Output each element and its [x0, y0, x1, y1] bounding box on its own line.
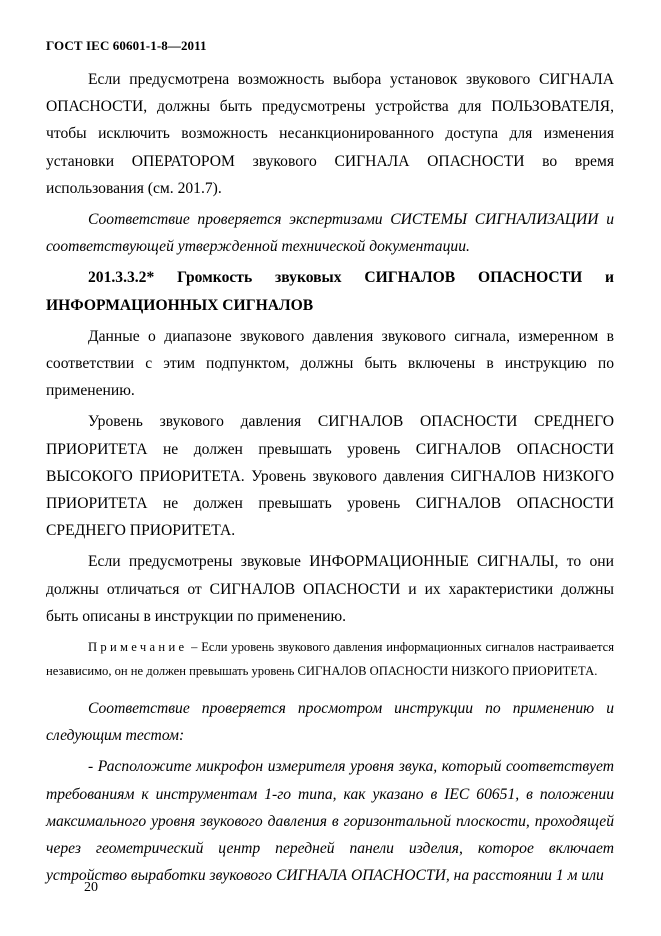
paragraph-priority-levels: Уровень звукового давления СИГНАЛОВ ОПАСНОСТИ СРЕДНЕГО ПРИОРИТЕТА не должен превышать уровень СИГНАЛОВ ОПАСНОСТИ ВЫСОКОГО ПРИОРИТЕТА. Уровень звукового давления СИГНАЛОВ НИЗКОГО ПРИОРИТЕТА не должен превышать уровень СИГНАЛОВ ОПАСНОСТИ СРЕДНЕГО ПРИОРИТЕТА. [46, 413, 614, 540]
paragraph-sound-pressure-data: Данные о диапазоне звукового давления звукового сигнала, измеренном в соответствии с этим подпунктом, должны быть включены в инструкцию по применению. [46, 327, 614, 400]
paragraph-test-procedure: - Расположите микрофон измерителя уровня звука, который соответствует требованиям к инструментам 1-го типа, как указано в IEC 60651, в положении максимального уровня звукового давления в горизонтальной плоскости, проходящей через геометрический центр передней панели изделия, которое включает устройство выработки звукового СИГНАЛА ОПАСНОСТИ, на расстоянии 1 м или [46, 758, 614, 885]
paragraph-compliance-examination: Соответствие проверяется экспертизами СИСТЕМЫ СИГНАЛИЗАЦИИ и соответствующей утвержденной технической документации. [46, 211, 614, 256]
document-header: ГОСТ IEC 60601-1-8—2011 [46, 38, 207, 53]
paragraph-information-signals: Если предусмотрены звуковые ИНФОРМАЦИОННЫЕ СИГНАЛЫ, то они должны отличаться от СИГНАЛОВ ОПАСНОСТИ и их характеристики должны быть описаны в инструкции по применению. [46, 553, 614, 625]
section-heading-201-3-3-2: 201.3.3.2* Громкость звуковых СИГНАЛОВ ОПАСНОСТИ и ИНФОРМАЦИОННЫХ СИГНАЛОВ [46, 269, 614, 314]
paragraph-alarm-settings-access: Если предусмотрена возможность выбора установок звукового СИГНАЛА ОПАСНОСТИ, должны быть предусмотрены устройства для ПОЛЬЗОВАТЕЛЯ, чтобы исключить возможность несанкционированного доступа для изменения установки ОПЕРАТОРОМ звукового СИГНАЛА ОПАСНОСТИ во время использования (см. 201.7). [46, 71, 614, 197]
note-label: Примечание [88, 640, 188, 655]
note-text: – Если уровень звукового давления информационных сигналов настраивается независимо, он не должен превышать уровень СИГНАЛОВ ОПАСНОСТИ НИЗКОГО ПРИОРИТЕТА. [46, 640, 614, 678]
page-number: 20 [84, 880, 98, 895]
paragraph-compliance-test: Соответствие проверяется просмотром инструкции по применению и следующим тестом: [46, 700, 614, 745]
note [46, 636, 614, 683]
document-body [46, 66, 614, 889]
